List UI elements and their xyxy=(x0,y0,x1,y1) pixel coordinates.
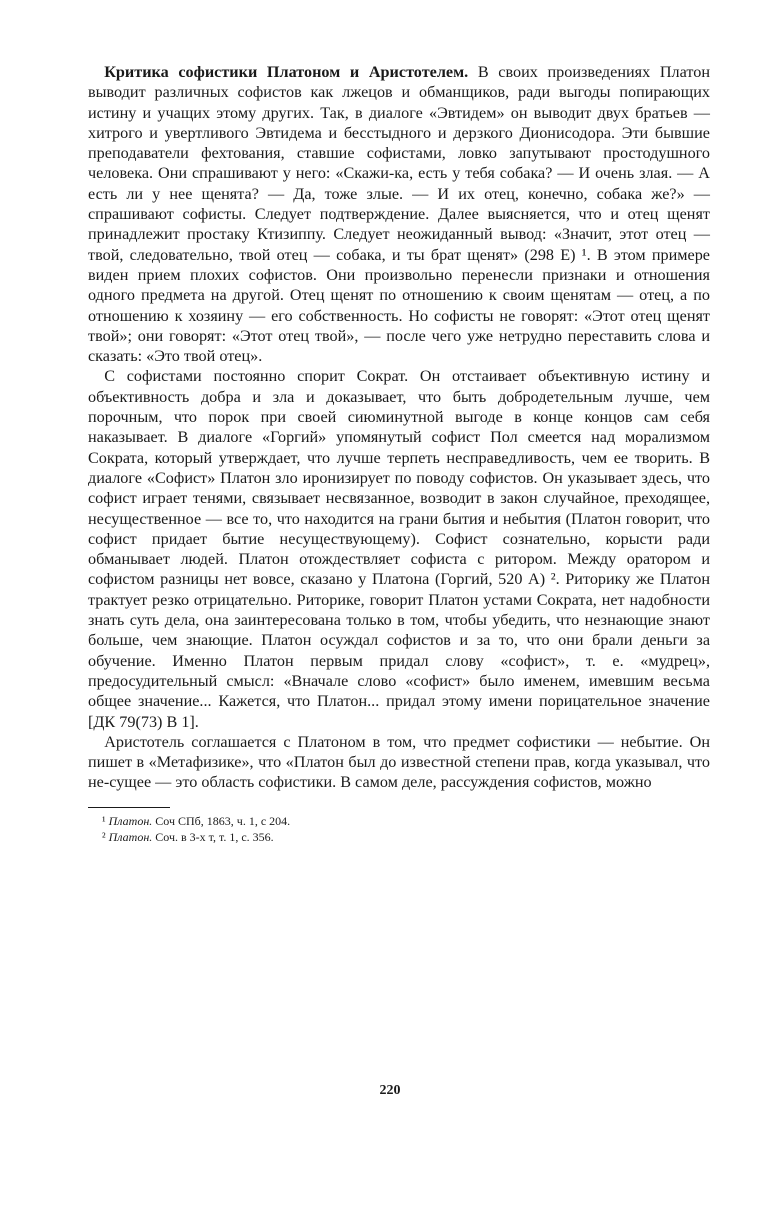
footnote-1 xyxy=(88,813,710,829)
paragraph-3 xyxy=(88,732,710,793)
paragraph-2 xyxy=(88,366,710,731)
footnote-divider xyxy=(88,807,170,808)
book-page xyxy=(88,62,710,845)
paragraph-2-text: С софистами постоянно спорит Сократ. Он отстаивает объективную истину и объективность добра и зла и доказывает, что быть добродетельным лучше, чем порочным, что порок при своей сиюминутной выгоде в конце концов сам себя наказывает. В диалоге «Горгий» упомянутый софист Пол смеется над морализмом Сократа, который утверждает, что лучше терпеть несправедливость, чем ее творить. В диалоге «Софист» Платон зло иронизирует по поводу софистов. Он указывает здесь, что софист играет тенями, связывает несвязанное, возводит в закон случайное, преходящее, несущественное — все то, что находится на грани бытия и небытия (Платон говорит, что софист придает бытие несуществующему). Софист сознательно, корысти ради обманывает людей. Платон отождествляет софиста с ритором. Между оратором и софистом разницы нет вовсе, сказано у Платона (Горгий, 520 А) ². Риторику же Платон трактует резко отрицательно. Риторике, говорит Платон устами Сократа, нет надобности знать суть дела, она заинтересована только в том, чтобы убедить, что незнающие знают больше, чем знающие. Платон осуждал софистов и за то, что они брали деньги за обучение. Именно Платон первым придал слову «софист», т. е. «мудрец», предосудительный смысл: «Вначале слово «софист» было именем, имевшим весьма общее значение... Кажется, что Платон... придал этому имени порицательное значение [ДК 79(73) В 1]. xyxy=(88,367,710,731)
footnote-author: Платон. xyxy=(108,829,153,844)
paragraph-1 xyxy=(88,62,710,366)
page-number: 220 xyxy=(379,1083,401,1098)
footnote-author: Платон. xyxy=(108,813,153,828)
footnote-mark: ² xyxy=(102,829,106,844)
footnotes xyxy=(88,813,710,845)
footnote-text: Соч. в 3-х т, т. 1, с. 356. xyxy=(155,829,274,844)
footnote-2 xyxy=(88,829,710,845)
footnote-text: Соч СПб, 1863, ч. 1, с 204. xyxy=(155,813,291,828)
paragraph-3-text: Аристотель соглашается с Платоном в том, что предмет софистики — небытие. Он пишет в «Метафизике», что «Платон был до известной степени прав, когда указывал, что не-сущее — это область софистики. В самом деле, рассуждения софистов, можно xyxy=(88,732,710,792)
section-heading: Критика софистики Платоном и Аристотелем. xyxy=(104,63,469,81)
footnote-mark: ¹ xyxy=(102,813,106,828)
paragraph-1-text: В своих произведениях Платон выводит различных софистов как лжецов и обманщиков, ради выгоды попирающих истину и учащих этому других. Так, в диалоге «Эвтидем» он выводит двух братьев — хитрого и увертливого Эвтидема и бесстыдного и дерзкого Дионисодора. Эти бывшие преподаватели фехтования, ставшие софистами, ловко запутывают простодушного человека. Они спрашивают у него: «Скажи-ка, есть у тебя собака? — И очень злая. — А есть ли у нее щенята? — Да, тоже злые. — И их отец, конечно, собака же?» — спрашивают софисты. Следует подтверждение. Далее выясняется, что и отец щенят принадлежит простаку Ктизиппу. Следует неожиданный вывод: «Значит, этот отец — твой, следовательно, твой отец — собака, и ты брат щенят» (298 Е) ¹. В этом примере виден прием плохих софистов. Они произвольно перенесли признаки и отношения одного предмета на другой. Отец щенят по отношению к своим щенятам — отец, а по отношению к хозяину — его собственность. Но софисты не говорят: «Этот отец щенят твой»; они говорят: «Этот отец твой», — после чего уже нетрудно переставить слова и сказать: «Это твой отец». xyxy=(88,63,711,366)
